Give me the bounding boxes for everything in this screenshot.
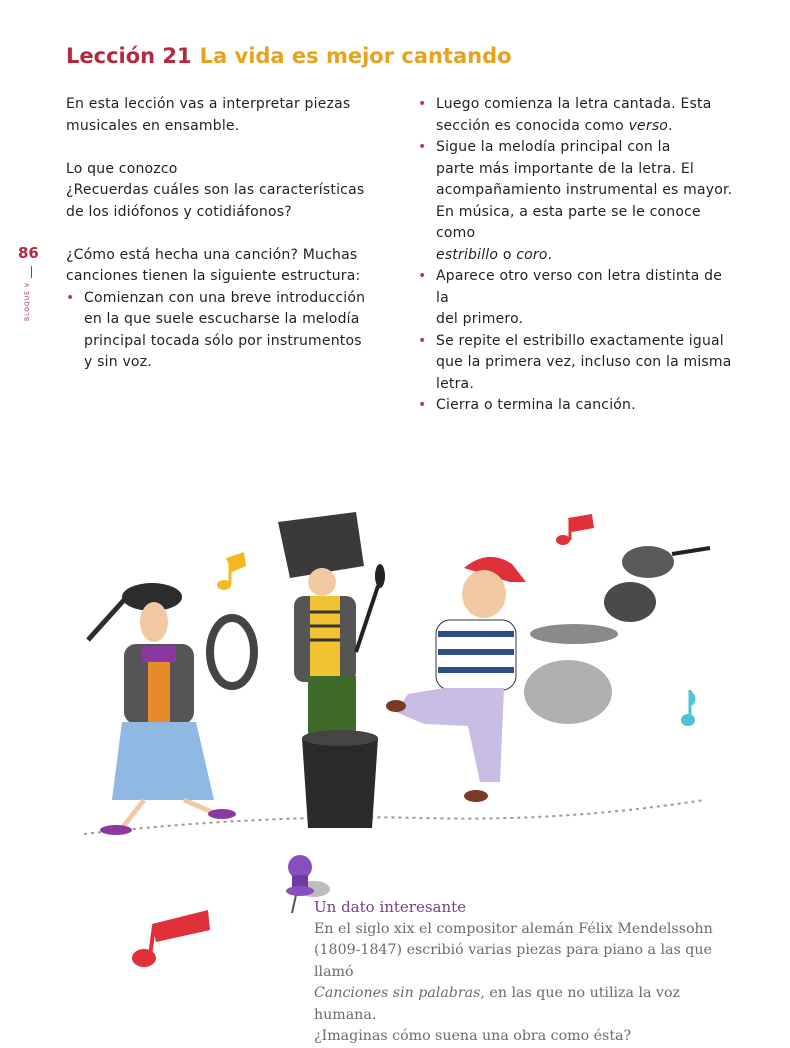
section-heading: Lo que conozco: [66, 160, 178, 177]
left-column: [66, 94, 366, 374]
block-label: BLOQUE V: [24, 282, 31, 322]
musicians-illustration: [64, 462, 720, 856]
bullet-icon: •: [418, 268, 427, 284]
list-item: • Se repite el estribillo exactamente igual que la primera vez, incluso con la misma letra.: [418, 332, 732, 392]
girl-figure: [88, 583, 254, 835]
intro-text: En esta lección vas a interpretar piezas musicales en ensamble.: [66, 96, 351, 134]
bucket-kid-figure: [278, 512, 385, 828]
music-note-icon: [556, 514, 594, 545]
fact-box: [314, 897, 734, 1048]
bullet-icon: •: [418, 96, 427, 112]
music-note-icon: [130, 906, 216, 970]
lesson-title: [66, 44, 512, 68]
music-note-icon: [681, 690, 696, 726]
fact-line: ¿Imaginas cómo suena una obra como ésta?: [314, 1028, 632, 1044]
fact-line: (1809-1847) escribió varias piezas para piano a las que llamó: [314, 942, 712, 980]
bullet-icon: •: [418, 397, 427, 413]
capped-boy-figure: [386, 546, 710, 802]
structure-list-right: [418, 94, 738, 417]
page-number: 86: [18, 244, 39, 262]
music-note-icon: [217, 552, 246, 590]
page-number-divider: [31, 266, 32, 278]
fact-line: En el siglo xix el compositor alemán Félix Mendelssohn: [314, 920, 713, 937]
list-item: • Comienzan con una breve introducción en la que suele escucharse la melodía principal tocada sólo por instrumentos y sin voz.: [66, 289, 366, 370]
list-item: • Cierra o termina la canción.: [418, 395, 738, 417]
structure-list-left: [66, 288, 366, 374]
bullet-icon: •: [418, 139, 427, 155]
question-text: ¿Recuerdas cuáles son las características de los idiófonos y cotidiáfonos?: [66, 182, 365, 220]
fact-line: Canciones sin palabras, en las que no utiliza la voz humana.: [314, 985, 681, 1023]
bullet-icon: •: [66, 289, 75, 306]
right-column: [418, 94, 738, 417]
list-item: • Luego comienza la letra cantada. Esta sección es conocida como verso.: [418, 96, 712, 134]
bullet-icon: •: [418, 332, 427, 349]
fact-title: Un dato interesante: [314, 898, 467, 916]
song-question: ¿Cómo está hecha una canción? Muchas canciones tienen la siguiente estructura:: [66, 246, 361, 284]
list-item: • Sigue la melodía principal con la parte más importante de la letra. El acompañamiento instrumental es mayor. En música, a esta parte se le conoce como estribillo o coro.: [418, 139, 733, 263]
lesson-number: Lección 21: [66, 44, 192, 68]
lesson-name: La vida es mejor cantando: [199, 44, 512, 68]
list-item: • Aparece otro verso con letra distinta de la del primero.: [418, 268, 723, 327]
